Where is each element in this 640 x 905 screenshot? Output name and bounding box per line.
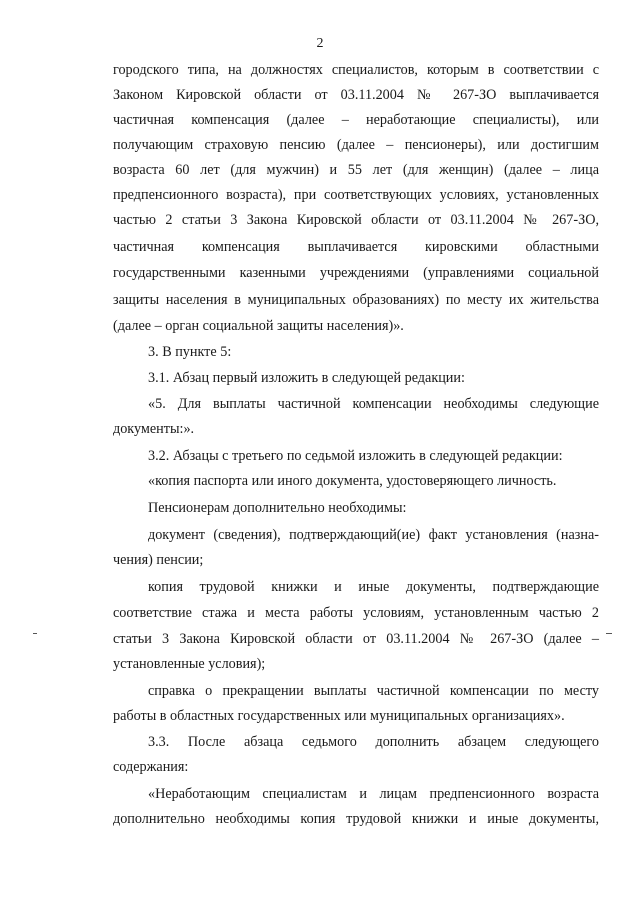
text-line: частичная компенсация выплачивается кировскими областными	[113, 239, 599, 255]
text-line: возраста 60 лет (для мужчин) и 55 лет (для женщин) (далее – лица	[113, 162, 599, 178]
text-line: документы:».	[113, 421, 195, 437]
scan-artifact	[33, 633, 37, 634]
text-line: документ (сведения), подтверждающий(ие) факт установления (назна-	[148, 527, 599, 543]
text-line: копия трудовой книжки и иные документы, подтверждающие	[148, 579, 599, 595]
text-line: Пенсионерам дополнительно необходимы:	[148, 500, 407, 516]
text-line: защиты населения в муниципальных образованиях) по месту их жительства	[113, 292, 599, 308]
text-line: чения) пенсии;	[113, 552, 204, 568]
text-line: городского типа, на должностях специалистов, которым в соответствии с	[113, 62, 599, 78]
text-line: частью 2 статьи 3 Закона Кировской области от 03.11.2004 № 267-ЗО,	[113, 212, 599, 228]
text-line: Законом Кировской области от 03.11.2004 № 267-ЗО выплачивается	[113, 87, 599, 103]
text-line: «копия паспорта или иного документа, удостоверяющего личность.	[148, 473, 557, 489]
text-line: 3.3. После абзаца седьмого дополнить абзацем следующего	[148, 734, 599, 750]
text-line: предпенсионного возраста), при соответствующих условиях, установленных	[113, 187, 599, 203]
page-number: 2	[316, 36, 324, 51]
text-line: «5. Для выплаты частичной компенсации необходимы следующие	[148, 396, 599, 412]
text-line: работы в областных государственных или муниципальных организациях».	[113, 708, 565, 724]
text-line: частичная компенсация (далее – неработающие специалисты), или	[113, 112, 599, 128]
text-line: 3. В пункте 5:	[148, 344, 232, 360]
text-line: государственными казенными учреждениями (управлениями социальной	[113, 265, 599, 281]
text-line: соответствие стажа и места работы условиям, установленным частью 2	[113, 605, 599, 621]
text-line: 3.2. Абзацы с третьего по седьмой изложить в следующей редакции:	[148, 448, 563, 464]
text-line: «Неработающим специалистам и лицам предпенсионного возраста	[148, 786, 599, 802]
text-line: получающим страховую пенсию (далее – пенсионеры), или достигшим	[113, 137, 599, 153]
text-line: дополнительно необходимы копия трудовой книжки и иные документы,	[113, 811, 599, 827]
text-line: (далее – орган социальной защиты населения)».	[113, 318, 404, 334]
text-line: 3.1. Абзац первый изложить в следующей редакции:	[148, 370, 465, 386]
text-line: справка о прекращении выплаты частичной компенсации по месту	[148, 683, 599, 699]
text-line: установленные условия);	[113, 656, 266, 672]
scan-artifact	[606, 633, 612, 634]
text-line: содержания:	[113, 759, 189, 775]
text-line: статьи 3 Закона Кировской области от 03.11.2004 № 267-ЗО (далее –	[113, 631, 599, 647]
